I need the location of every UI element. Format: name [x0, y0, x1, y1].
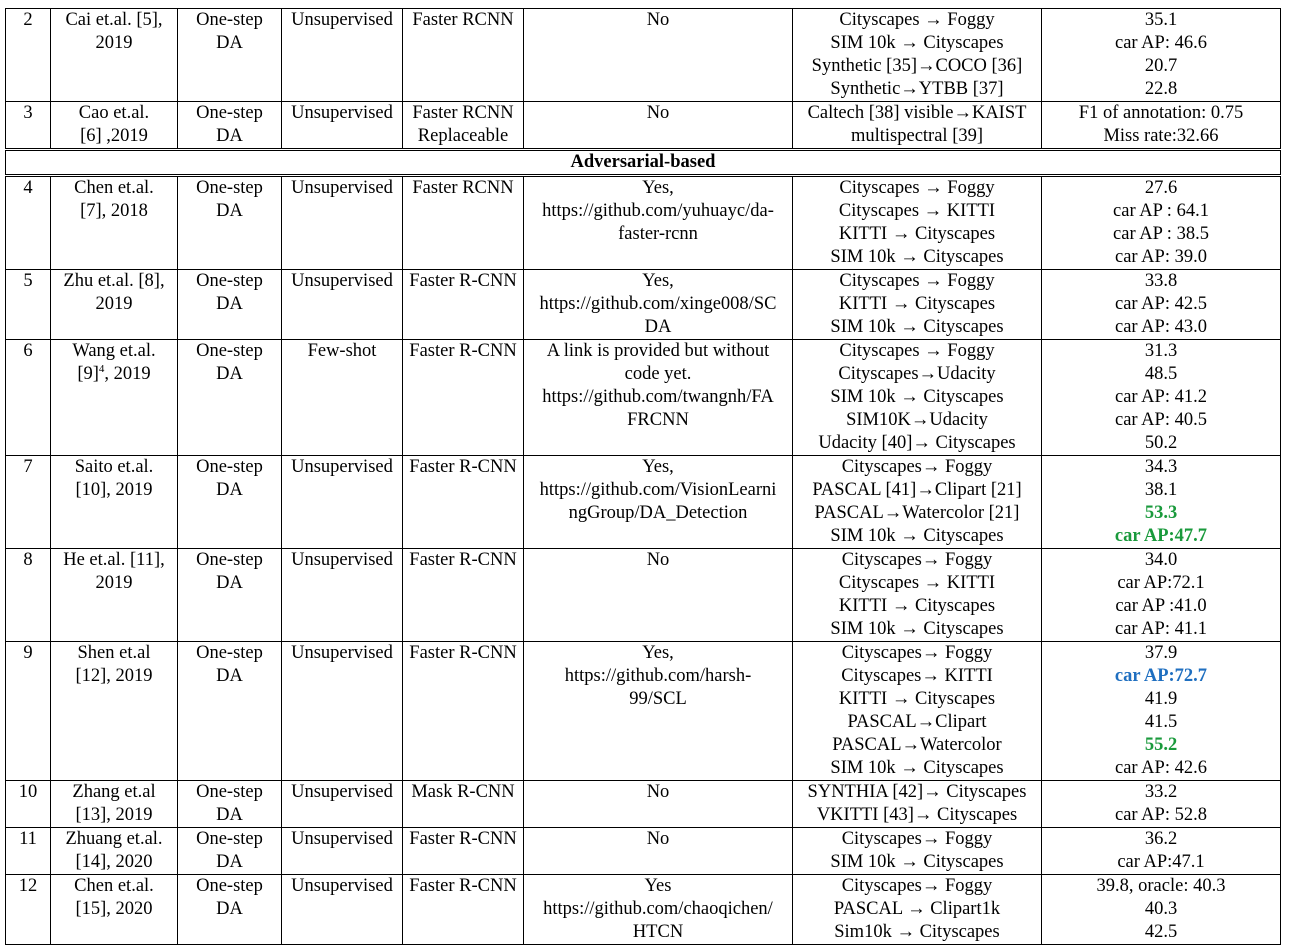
methods-table [5, 8, 1281, 945]
result-value: car AP: 52.8 [1115, 805, 1207, 825]
transfer-task: multispectral [39] [850, 126, 984, 146]
approach-cell [178, 270, 282, 340]
result-value: 22.8 [1144, 79, 1178, 99]
code-line: No [646, 10, 670, 30]
results-cell [1042, 340, 1281, 456]
result-value: 53.3 [1144, 503, 1178, 523]
approach-line: DA [216, 364, 243, 384]
transfer-task: Cityscapes→Udacity [838, 364, 996, 384]
approach-cell [178, 781, 282, 828]
code-cell [524, 781, 793, 828]
row-number-cell [6, 828, 51, 875]
row-number: 7 [23, 457, 33, 477]
row-number: 3 [23, 103, 33, 123]
code-line: HTCN [632, 922, 684, 942]
author-year: , 2019 [104, 364, 151, 384]
detector-line: Faster R-CNN [409, 457, 517, 477]
approach-cell [178, 875, 282, 945]
author-line: 2019 [95, 573, 133, 593]
detector-cell [403, 270, 524, 340]
transfer-task: SIM 10k → Cityscapes [830, 317, 1004, 337]
result-value: F1 of annotation: 0.75 [1078, 103, 1244, 123]
code-line: faster-rcnn [618, 224, 698, 244]
approach-cell [178, 828, 282, 875]
row-number-cell [6, 875, 51, 945]
detector-cell [403, 456, 524, 549]
result-value: 38.1 [1144, 480, 1178, 500]
setting-text: Unsupervised [291, 103, 393, 123]
approach-line: DA [216, 805, 243, 825]
code-line: Yes, [642, 271, 674, 291]
transfer-task: Cityscapes → Foggy [839, 271, 995, 291]
approach-line: One-step [196, 341, 263, 361]
table-body-bottom [6, 176, 1281, 945]
detector-cell [403, 642, 524, 781]
setting-cell [282, 456, 403, 549]
result-value: car AP : 38.5 [1113, 224, 1209, 244]
row-number: 11 [19, 829, 37, 849]
row-number-cell [6, 102, 51, 150]
setting-cell [282, 340, 403, 456]
approach-line: One-step [196, 782, 263, 802]
row-number-cell [6, 549, 51, 642]
transfer-cell [793, 270, 1042, 340]
transfer-task: SIM 10k → Cityscapes [830, 247, 1004, 267]
result-value: 55.2 [1144, 735, 1178, 755]
transfer-task: SIM 10k → Cityscapes [830, 758, 1004, 778]
approach-cell [178, 102, 282, 150]
detector-line: Faster R-CNN [409, 643, 517, 663]
approach-line: One-step [196, 271, 263, 291]
code-cell [524, 828, 793, 875]
detector-line: Faster R-CNN [409, 876, 517, 896]
results-cell [1042, 176, 1281, 270]
transfer-task: Sim10k → Cityscapes [834, 922, 1000, 942]
author-line: Wang et.al. [72, 341, 156, 361]
author-cell [51, 828, 178, 875]
results-cell [1042, 270, 1281, 340]
transfer-cell [793, 456, 1042, 549]
table-row [6, 176, 1281, 270]
code-line: https://github.com/VisionLearni [539, 480, 777, 500]
setting-cell [282, 9, 403, 102]
approach-line: One-step [196, 550, 263, 570]
detector-cell [403, 176, 524, 270]
author-cell [51, 102, 178, 150]
approach-line: DA [216, 480, 243, 500]
transfer-task: Cityscapes→ Foggy [841, 876, 993, 896]
author-line: [6] ,2019 [80, 126, 148, 146]
approach-cell [178, 456, 282, 549]
author-line: Cao et.al. [78, 103, 150, 123]
footnote-mark: 4 [98, 362, 105, 375]
approach-line: DA [216, 573, 243, 593]
transfer-cell [793, 828, 1042, 875]
approach-line: DA [216, 33, 243, 53]
setting-cell [282, 549, 403, 642]
author-line [53, 363, 175, 386]
detector-cell [403, 828, 524, 875]
result-value: car AP:47.7 [1114, 526, 1208, 546]
detector-cell [403, 781, 524, 828]
code-cell [524, 176, 793, 270]
result-value: car AP: 43.0 [1115, 317, 1207, 337]
setting-cell [282, 781, 403, 828]
row-number: 8 [23, 550, 33, 570]
transfer-task: Cityscapes→ Foggy [841, 550, 993, 570]
approach-line: DA [216, 899, 243, 919]
author-line: Shen et.al [77, 643, 151, 663]
result-value: 33.8 [1144, 271, 1178, 291]
transfer-task: KITTI → Cityscapes [838, 224, 996, 244]
transfer-task: SIM 10k → Cityscapes [830, 619, 1004, 639]
approach-line: One-step [196, 876, 263, 896]
detector-cell [403, 9, 524, 102]
author-line: He et.al. [11], [63, 550, 165, 570]
result-value: 20.7 [1144, 56, 1178, 76]
transfer-task: PASCAL→Watercolor [832, 735, 1002, 755]
transfer-task: SIM 10k → Cityscapes [830, 852, 1004, 872]
row-number: 9 [23, 643, 33, 663]
row-number-cell [6, 642, 51, 781]
result-value: 48.5 [1144, 364, 1178, 384]
author-cell [51, 875, 178, 945]
approach-line: DA [216, 666, 243, 686]
result-value: car AP: 41.2 [1115, 387, 1207, 407]
result-value: 37.9 [1144, 643, 1178, 663]
approach-line: DA [216, 852, 243, 872]
code-cell [524, 642, 793, 781]
code-line: Yes, [642, 178, 674, 198]
author-cell [51, 9, 178, 102]
transfer-cell [793, 176, 1042, 270]
section-row [6, 150, 1281, 176]
approach-line: One-step [196, 178, 263, 198]
transfer-task: VKITTI [43]→ Cityscapes [816, 805, 1018, 825]
author-line: Zhang et.al [72, 782, 156, 802]
setting-cell [282, 102, 403, 150]
row-number-cell [6, 781, 51, 828]
code-line: No [646, 829, 670, 849]
table-row [6, 781, 1281, 828]
table-row [6, 549, 1281, 642]
code-line: https://github.com/chaoqichen/ [543, 899, 773, 919]
results-cell [1042, 781, 1281, 828]
result-value: car AP: 42.6 [1115, 758, 1207, 778]
transfer-cell [793, 642, 1042, 781]
transfer-cell [793, 340, 1042, 456]
transfer-cell [793, 549, 1042, 642]
transfer-task: Cityscapes→ KITTI [841, 666, 993, 686]
result-value: car AP: 46.6 [1115, 33, 1207, 53]
author-line: [15], 2020 [75, 899, 153, 919]
author-line: [12], 2019 [75, 666, 153, 686]
approach-cell [178, 549, 282, 642]
transfer-task: Cityscapes → Foggy [839, 341, 995, 361]
approach-line: One-step [196, 10, 263, 30]
approach-line: One-step [196, 829, 263, 849]
setting-text: Few-shot [307, 341, 377, 361]
result-value: car AP: 40.5 [1115, 410, 1207, 430]
transfer-task: KITTI → Cityscapes [838, 596, 996, 616]
author-line: Zhu et.al. [8], [63, 271, 165, 291]
code-line: FRCNN [627, 410, 689, 430]
author-cell [51, 781, 178, 828]
result-value: car AP: 39.0 [1115, 247, 1207, 267]
code-cell [524, 9, 793, 102]
result-value: 33.2 [1144, 782, 1178, 802]
section-title: Adversarial-based [6, 150, 1281, 176]
result-value: car AP: 42.5 [1115, 294, 1207, 314]
author-cell [51, 340, 178, 456]
result-value: 41.9 [1144, 689, 1178, 709]
transfer-task: Udacity [40]→ Cityscapes [818, 433, 1016, 453]
row-number-cell [6, 9, 51, 102]
result-value: car AP:72.7 [1114, 666, 1208, 686]
code-line: code yet. [624, 364, 692, 384]
row-number: 5 [23, 271, 33, 291]
setting-text: Unsupervised [291, 457, 393, 477]
detector-cell [403, 549, 524, 642]
detector-line: Replaceable [417, 126, 509, 146]
detector-line: Faster R-CNN [409, 550, 517, 570]
setting-text: Unsupervised [291, 10, 393, 30]
row-number-cell [6, 176, 51, 270]
approach-cell [178, 9, 282, 102]
result-value: 41.5 [1144, 712, 1178, 732]
result-value: 34.0 [1144, 550, 1178, 570]
results-cell [1042, 549, 1281, 642]
transfer-task: PASCAL→Watercolor [21] [814, 503, 1020, 523]
results-cell [1042, 828, 1281, 875]
transfer-task: KITTI → Cityscapes [838, 294, 996, 314]
author-cell [51, 176, 178, 270]
row-number-cell [6, 340, 51, 456]
author-line: 2019 [95, 294, 133, 314]
author-cell [51, 642, 178, 781]
transfer-cell [793, 875, 1042, 945]
transfer-task: Synthetic→YTBB [37] [830, 79, 1004, 99]
author-line: Zhuang et.al. [65, 829, 163, 849]
row-number: 2 [23, 10, 33, 30]
setting-cell [282, 176, 403, 270]
author-line: Chen et.al. [74, 178, 154, 198]
approach-line: One-step [196, 643, 263, 663]
transfer-cell [793, 102, 1042, 150]
transfer-task: KITTI → Cityscapes [838, 689, 996, 709]
setting-text: Unsupervised [291, 550, 393, 570]
transfer-task: PASCAL → Clipart1k [833, 899, 1001, 919]
row-number-cell [6, 456, 51, 549]
row-number: 6 [23, 341, 33, 361]
author-line: [10], 2019 [75, 480, 153, 500]
transfer-task: Cityscapes → KITTI [838, 573, 996, 593]
code-line: A link is provided but without [546, 341, 770, 361]
approach-line: DA [216, 294, 243, 314]
transfer-task: SIM 10k → Cityscapes [830, 387, 1004, 407]
transfer-task: Cityscapes→ Foggy [841, 643, 993, 663]
result-value: 31.3 [1144, 341, 1178, 361]
detector-line: Faster R-CNN [409, 829, 517, 849]
code-line: 99/SCL [629, 689, 687, 709]
transfer-task: Cityscapes → KITTI [838, 201, 996, 221]
result-value: car AP :41.0 [1115, 596, 1207, 616]
author-cell [51, 456, 178, 549]
code-line: DA [644, 317, 672, 337]
results-cell [1042, 456, 1281, 549]
transfer-task: Cityscapes → Foggy [839, 178, 995, 198]
transfer-task: SIM 10k → Cityscapes [830, 526, 1004, 546]
code-line: Yes [644, 876, 672, 896]
setting-text: Unsupervised [291, 643, 393, 663]
transfer-task: Caltech [38] visible→KAIST [807, 103, 1027, 123]
approach-cell [178, 642, 282, 781]
setting-cell [282, 875, 403, 945]
transfer-task: PASCAL→Clipart [847, 712, 987, 732]
result-value: 40.3 [1144, 899, 1178, 919]
results-cell [1042, 875, 1281, 945]
results-cell [1042, 642, 1281, 781]
approach-line: DA [216, 126, 243, 146]
row-number-cell [6, 270, 51, 340]
transfer-task: PASCAL [41]→Clipart [21] [812, 480, 1022, 500]
detector-line: Mask R-CNN [411, 782, 515, 802]
section-header [6, 150, 1281, 176]
result-value: 34.3 [1144, 457, 1178, 477]
approach-line: DA [216, 201, 243, 221]
table-row [6, 340, 1281, 456]
setting-cell [282, 270, 403, 340]
row-number: 12 [18, 876, 38, 896]
table-row [6, 875, 1281, 945]
code-line: No [646, 782, 670, 802]
detector-cell [403, 875, 524, 945]
approach-line: One-step [196, 103, 263, 123]
table-row [6, 456, 1281, 549]
table-row [6, 828, 1281, 875]
author-line: [14], 2020 [75, 852, 153, 872]
code-line: ngGroup/DA_Detection [568, 503, 748, 523]
result-value: 35.1 [1144, 10, 1178, 30]
code-cell [524, 549, 793, 642]
result-value: 50.2 [1144, 433, 1178, 453]
author-cell [51, 270, 178, 340]
detector-line: Faster R-CNN [409, 341, 517, 361]
transfer-task: Synthetic [35]→COCO [36] [811, 56, 1023, 76]
approach-cell [178, 176, 282, 270]
code-line: https://github.com/yuhuayc/da- [542, 201, 774, 221]
author-line: [7], 2018 [80, 201, 148, 221]
table-row [6, 270, 1281, 340]
transfer-cell [793, 9, 1042, 102]
transfer-task: SIM10K→Udacity [846, 410, 988, 430]
result-value: 36.2 [1144, 829, 1178, 849]
code-line: Yes, [642, 457, 674, 477]
code-line: https://github.com/xinge008/SC [539, 294, 777, 314]
author-line: Chen et.al. [74, 876, 154, 896]
code-line: No [646, 550, 670, 570]
author-ref: [9] [77, 364, 99, 384]
author-line: Saito et.al. [74, 457, 154, 477]
setting-text: Unsupervised [291, 271, 393, 291]
transfer-task: Cityscapes → Foggy [839, 10, 995, 30]
results-cell [1042, 9, 1281, 102]
result-value: car AP:72.1 [1117, 573, 1205, 593]
result-value: car AP : 64.1 [1113, 201, 1209, 221]
author-cell [51, 549, 178, 642]
detector-line: Faster RCNN [412, 103, 514, 123]
approach-cell [178, 340, 282, 456]
result-value: 27.6 [1144, 178, 1178, 198]
setting-text: Unsupervised [291, 829, 393, 849]
author-line: Cai et.al. [5], [65, 10, 163, 30]
setting-cell [282, 828, 403, 875]
setting-cell [282, 642, 403, 781]
code-cell [524, 270, 793, 340]
setting-text: Unsupervised [291, 876, 393, 896]
code-line: https://github.com/twangnh/FA [542, 387, 774, 407]
result-value: car AP: 41.1 [1115, 619, 1207, 639]
code-line: https://github.com/harsh- [564, 666, 752, 686]
detector-line: Faster RCNN [412, 178, 514, 198]
results-cell [1042, 102, 1281, 150]
transfer-task: SIM 10k → Cityscapes [830, 33, 1004, 53]
table-row [6, 642, 1281, 781]
result-value: 39.8, oracle: 40.3 [1096, 876, 1226, 896]
author-line: 2019 [95, 33, 133, 53]
author-line: [13], 2019 [75, 805, 153, 825]
result-value: car AP:47.1 [1117, 852, 1205, 872]
detector-line: Faster RCNN [412, 10, 514, 30]
table-row [6, 9, 1281, 102]
result-value: 42.5 [1144, 922, 1178, 942]
detector-cell [403, 102, 524, 150]
table-body-top [6, 9, 1281, 150]
row-number: 10 [18, 782, 38, 802]
transfer-task: Cityscapes→ Foggy [841, 829, 993, 849]
table-row [6, 102, 1281, 150]
row-number: 4 [23, 178, 33, 198]
result-value: Miss rate:32.66 [1103, 126, 1219, 146]
setting-text: Unsupervised [291, 782, 393, 802]
setting-text: Unsupervised [291, 178, 393, 198]
transfer-cell [793, 781, 1042, 828]
approach-line: One-step [196, 457, 263, 477]
code-cell [524, 102, 793, 150]
detector-cell [403, 340, 524, 456]
detector-line: Faster R-CNN [409, 271, 517, 291]
code-cell [524, 875, 793, 945]
code-line: No [646, 103, 670, 123]
transfer-task: Cityscapes→ Foggy [841, 457, 993, 477]
code-cell [524, 340, 793, 456]
code-line: Yes, [642, 643, 674, 663]
code-cell [524, 456, 793, 549]
transfer-task: SYNTHIA [42]→ Cityscapes [807, 782, 1027, 802]
